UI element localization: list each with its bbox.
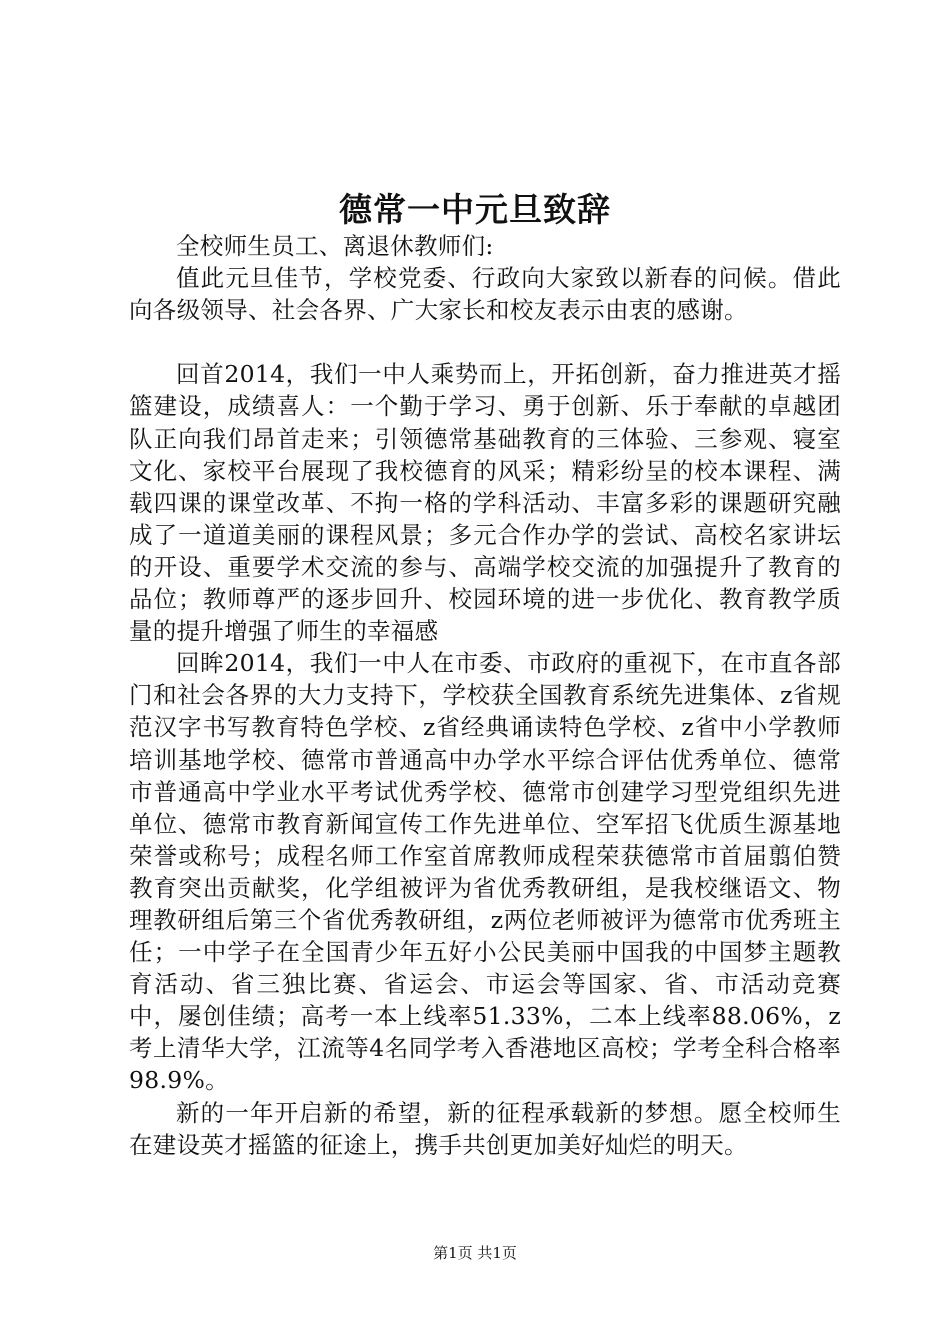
paragraph-review: 回首2014，我们一中人乘势而上，开拓创新，奋力推进英才摇篮建设，成绩喜人：一个勤于学习、勇于创新、乐于奉献的卓越团队正向我们昂首走来；引领德常基础教育的三体验、三参观、寝室文化、家校平台展现了我校德育的风采；精彩纷呈的校本课程、满载四课的课堂改革、不拘一格的学科活动、丰富多彩的课题研究融成了一道道美丽的课程风景；多元合作办学的尝试、高校名家讲坛的开设、重要学术交流的参与、高端学校交流的加强提升了教育的品位；教师尊严的逐步回升、校园环境的进一步优化、教育教学质量的提升增强了师生的幸福感 [129, 360, 841, 646]
document-title: 德常一中元旦致辞 [339, 190, 611, 229]
paragraph-greetings: 值此元旦佳节，学校党委、行政向大家致以新春的问候。借此向各级领导、社会各界、广大家长和校友表示由衷的感谢。 [129, 264, 841, 325]
paragraph-achievements: 回眸2014，我们一中人在市委、市政府的重视下，在市直各部门和社会各界的大力支持下，学校获全国教育系统先进集体、z省规范汉字书写教育特色学校、z省经典诵读特色学校、z省中小学教师培训基地学校、德常市普通高中办学水平综合评估优秀单位、德常市普通高中学业水平考试优秀学校、德常市创建学习型党组织先进单位、德常市教育新闻宣传工作先进单位、空军招飞优质生源基地荣誉或称号；成程名师工作室首席教师成程荣获德常市首届翦伯赞教育突出贡献奖，化学组被评为省优秀教研组，是我校继语文、物理教研组后第三个省优秀教研组，z两位老师被评为德常市优秀班主任；一中学子在全国青少年五好小公民美丽中国我的中国梦主题教育活动、省三独比赛、省运会、市运会等国家、省、市活动竞赛中，屡创佳绩；高考一本上线率51.33%，二本上线率88.06%，z考上清华大学，江流等4名同学考入香港地区高校；学考全科合格率98.9%。 [129, 649, 841, 1095]
greeting-paragraph: 全校师生员工、离退休教师们: [176, 232, 494, 260]
blank-line [129, 326, 841, 358]
document-body [129, 230, 841, 1161]
paragraph-closing: 新的一年开启新的希望，新的征程承载新的梦想。愿全校师生在建设英才摇篮的征途上，携手共创更加美好灿烂的明天。 [129, 1098, 841, 1159]
page-footer: 第1页 共1页 [433, 1244, 517, 1262]
